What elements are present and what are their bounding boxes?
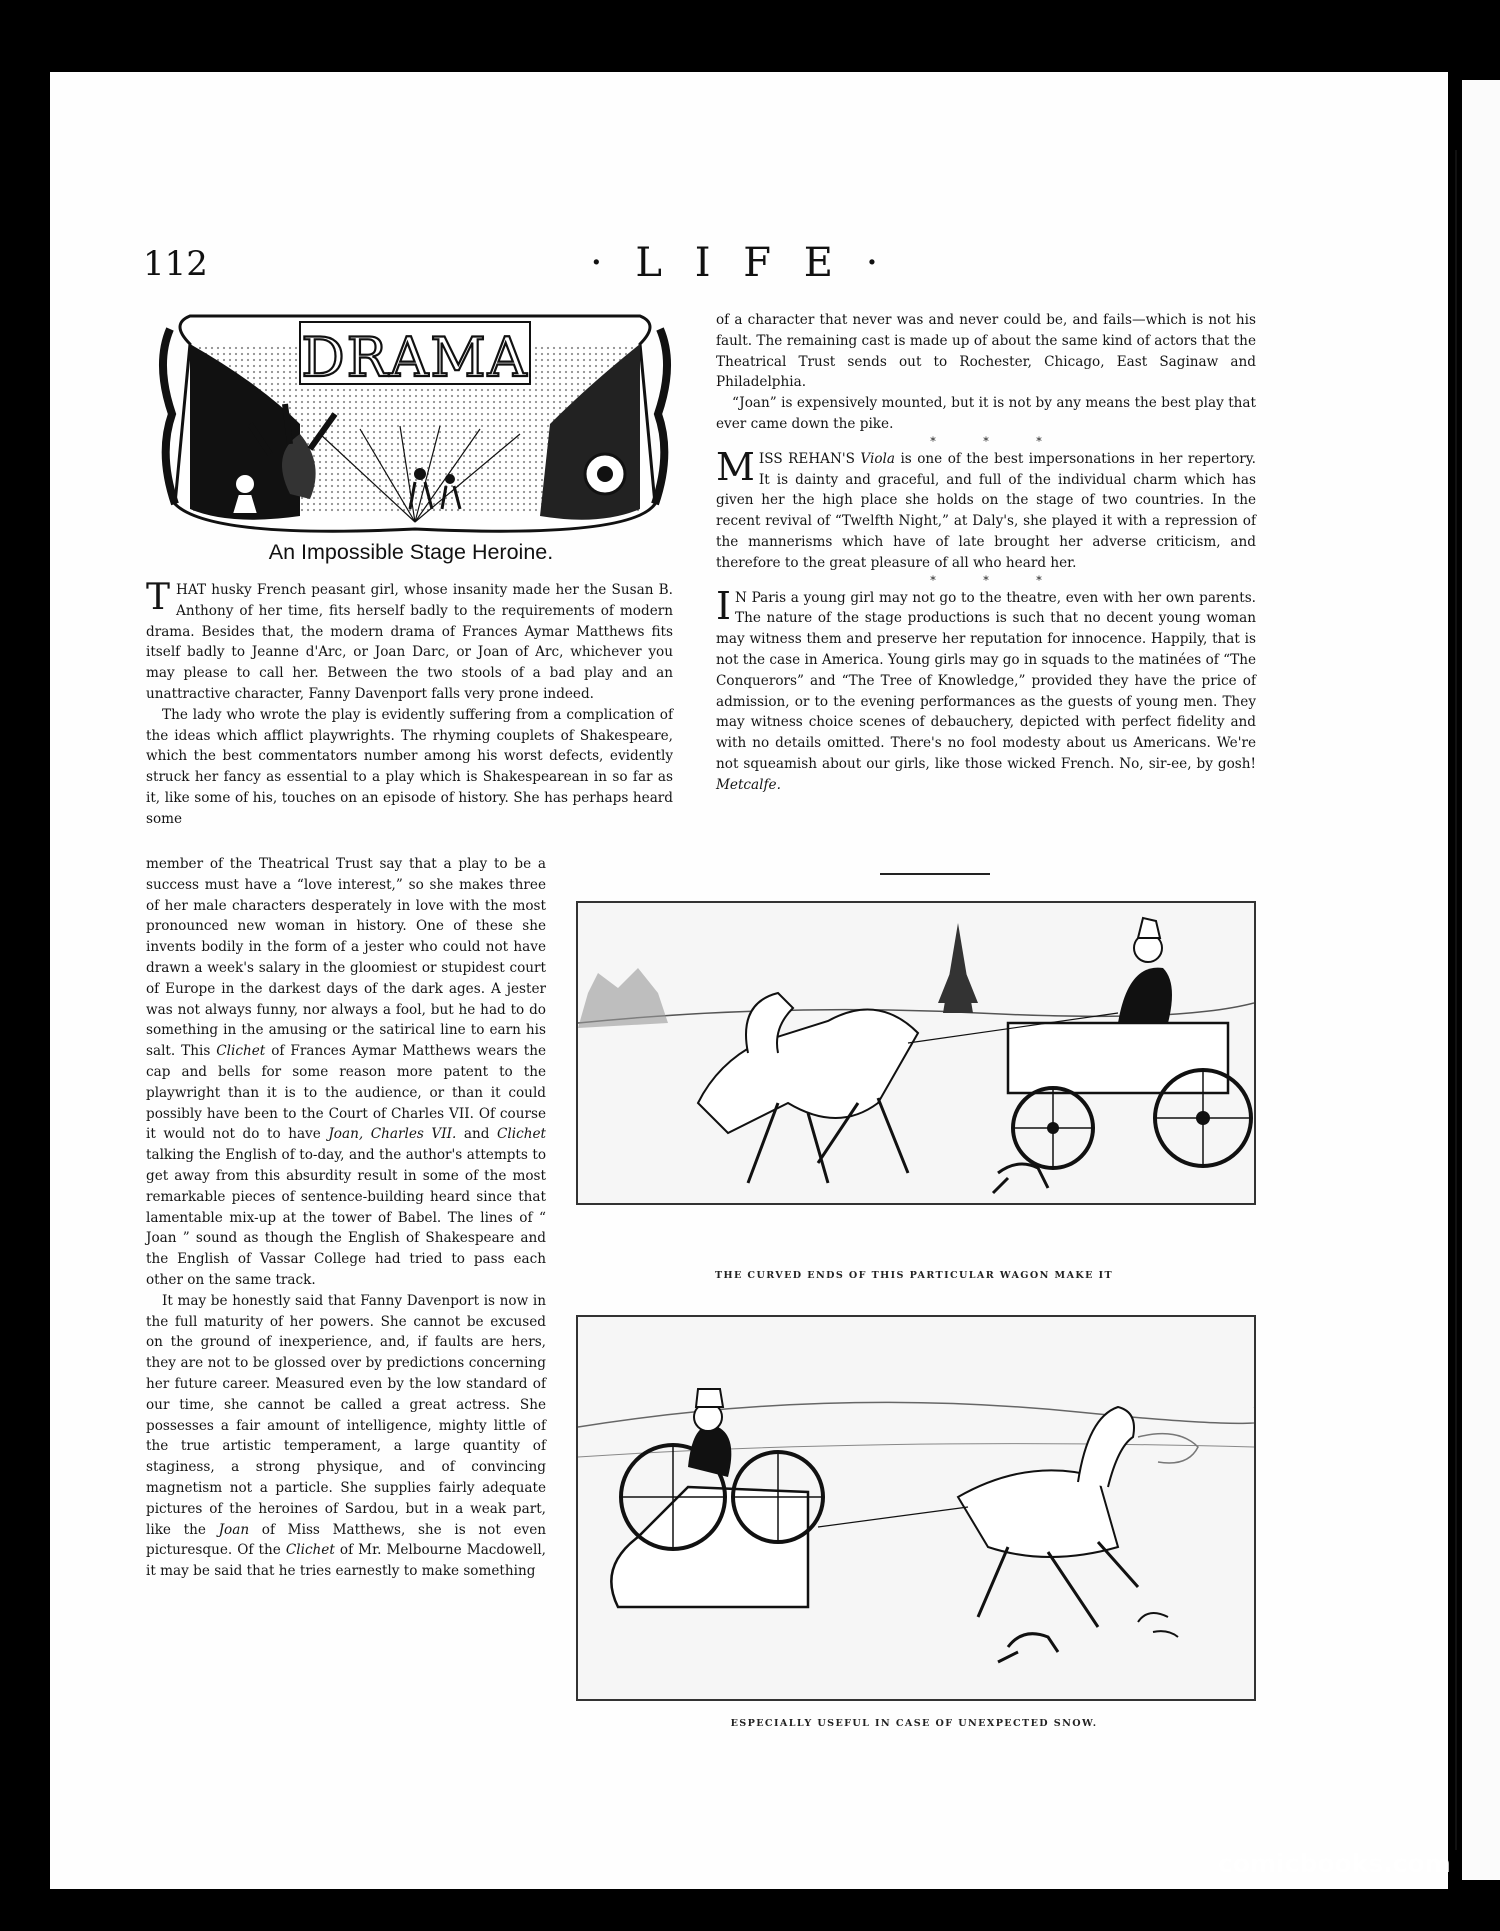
paragraph: [716, 444, 1256, 574]
article-headline: An Impossible Stage Heroine.: [268, 540, 554, 564]
cartoon-caption-1: THE CURVED ENDS OF THIS PARTICULAR WAGON MAKE IT: [714, 1270, 1114, 1281]
horizontal-rule: [880, 873, 990, 875]
italic-name: Joan, Charles VII.: [328, 1126, 457, 1143]
paragraph: of a character that never was and never could be, and fails—which is not his fault. The remaining cast is made up of about the same kind of actors that the Theatrical Trust sends out to Rochester, Chicago, East Saginaw and Philadelphia.: [716, 312, 1256, 391]
paragraph-text: of Frances Aymar Matthews wears the cap and bells for some reason more patent to the playwright than it is to the audience, or than it could possibly have been to the Court of Charles VII. Of course it would not do to have: [146, 1043, 546, 1143]
paragraph-text: and: [456, 1126, 497, 1143]
adjacent-page-edge: [1462, 80, 1500, 1880]
cartoon-sleigh-illustration: [576, 1315, 1256, 1701]
page-gutter-line: [1455, 150, 1457, 1850]
drop-cap: T: [146, 577, 171, 618]
paragraph-text: N Paris a young girl may not go to the theatre, even with her own parents. The nature of the stage productions is such that no decent young woman may witness them and preserve her reputation for innocence. Happily, that is not the case in America. Young girls may go in squads to the matinées of “The Conquerors” and “The Tree of Knowledge,” provided they have the price of admission, or to the evening performances as the guests of young men. They may witness choice scenes of debauchery, depicted with perfect fidelity and with no details omitted. There's no fool modesty about us Americans. We're not squeamish about our girls, like those wicked French. No, sir-ee, by gosh!: [716, 589, 1256, 772]
section-separator-stars: * * *: [930, 434, 1064, 448]
wagon-drawing: [578, 903, 1254, 1203]
paragraph-text: HAT husky French peasant girl, whose insanity made her the Susan B. Anthony of her time, fits herself badly to the requirements of modern drama. Besides that, the modern drama of Frances Aymar Matthews fits itself badly to Jeanne d'Arc, or Joan Darc, or Joan of Arc, whichever you may please to call her. Between the two stools of a bad play and an unattractive character, Fanny Davenport falls very prone indeed.: [146, 582, 673, 702]
paragraph-text: is one of the best impersonations in her repertory. It is dainty and graceful, and full of the individual charm which has given her the high place she holds on the stage of two countries. In the recent revival of “Twelfth Night,” at Daly's, she played it with a repression of the mannerisms which have of late brought her adverse criticism, and therefore to the great pleasure of all who heard her.: [716, 450, 1256, 571]
italic-name: Joan: [218, 1521, 250, 1538]
article-column-left-bottom: [146, 854, 546, 1582]
site-watermark: comicbooks.com: [1218, 1849, 1451, 1878]
paragraph: “Joan” is expensively mounted, but it is not by any means the best play that ever came down the pike.: [716, 395, 1256, 432]
drop-cap: I: [716, 583, 732, 628]
italic-name: Clichet: [216, 1043, 266, 1060]
section-separator-stars: * * *: [930, 573, 1064, 587]
page-number: 112: [143, 244, 208, 284]
article-column-right: [716, 310, 1256, 796]
paragraph: [146, 577, 673, 705]
cartoon-wagon-illustration: [576, 901, 1256, 1205]
paragraph: [146, 854, 546, 1291]
paragraph-text: It may be honestly said that Fanny Davenport is now in the full maturity of her powers. She cannot be excused on the ground of inexperience, and, if faults are hers, they are not to be glossed over by predictions concerning her future career. Measured even by the low standard of our time, she cannot be called a great actress. She possesses a fair amount of intelligence, mighty little of the true artistic temperament, a large quantity of staginess, a strong physique, and of convincing magnetism not a particle. She supplies fairly adequate pictures of the heroines of Sardou, but in a weak part, like the: [146, 1292, 546, 1538]
sleigh-drawing: [578, 1317, 1254, 1699]
drama-header-illustration: [150, 304, 680, 544]
paragraph: [146, 1291, 546, 1582]
italic-name: Viola: [860, 450, 895, 467]
article-column-left-top: [146, 577, 673, 830]
paragraph: [716, 583, 1256, 796]
paragraph-text: ISS REHAN'S: [758, 450, 861, 467]
author-signature: Metcalfe.: [716, 776, 781, 793]
cartoon-caption-2: ESPECIALLY USEFUL IN CASE OF UNEXPECTED SNOW.: [730, 1718, 1098, 1729]
drop-cap: M: [716, 444, 755, 489]
paragraph-text: talking the English of to-day, and the author's attempts to get away from this absurdity result in some of the most remarkable pieces of sentence-building heard since that lamentable mix-up at the tower of Babel. The lines of “ Joan ” sound as though the English of Shakespeare and the English of Vassar College had tried to pass each other on the same track.: [146, 1147, 546, 1288]
drama-lettering: DRAMA: [301, 326, 529, 389]
paragraph-text: of Mr. Melbourne Macdowell, it may be said that he tries earnestly to make something: [146, 1542, 546, 1580]
masthead-title: · L I F E ·: [590, 240, 889, 286]
paragraph: The lady who wrote the play is evidently suffering from a complication of the ideas which afflict playwrights. The rhyming couplets of Shakespeare, which the best commentators number among his worst defects, evidently struck her fancy as essential to a play which is Shakespearean in so far as it, like some of his, touches on an episode of history. She has perhaps heard some: [146, 706, 673, 827]
paragraph-text: of Miss Matthews, she is not even picturesque. Of the: [146, 1521, 547, 1559]
italic-name: Clichet: [285, 1542, 335, 1559]
italic-name: Clichet: [497, 1126, 546, 1143]
paragraph-text: member of the Theatrical Trust say that a play to be a success must have a “love interest,” so she makes three of her male characters desperately in love with the most pronounced new woman in history. One of these she invents bodily in the form of a jester who could not have drawn a week's salary in the gloomiest or stupidest court of Europe in the darkest days of the dark ages. A jester was not always funny, nor always a fool, but he had to do something in the amusing or the satirical line to earn his salt. This: [146, 856, 546, 1060]
